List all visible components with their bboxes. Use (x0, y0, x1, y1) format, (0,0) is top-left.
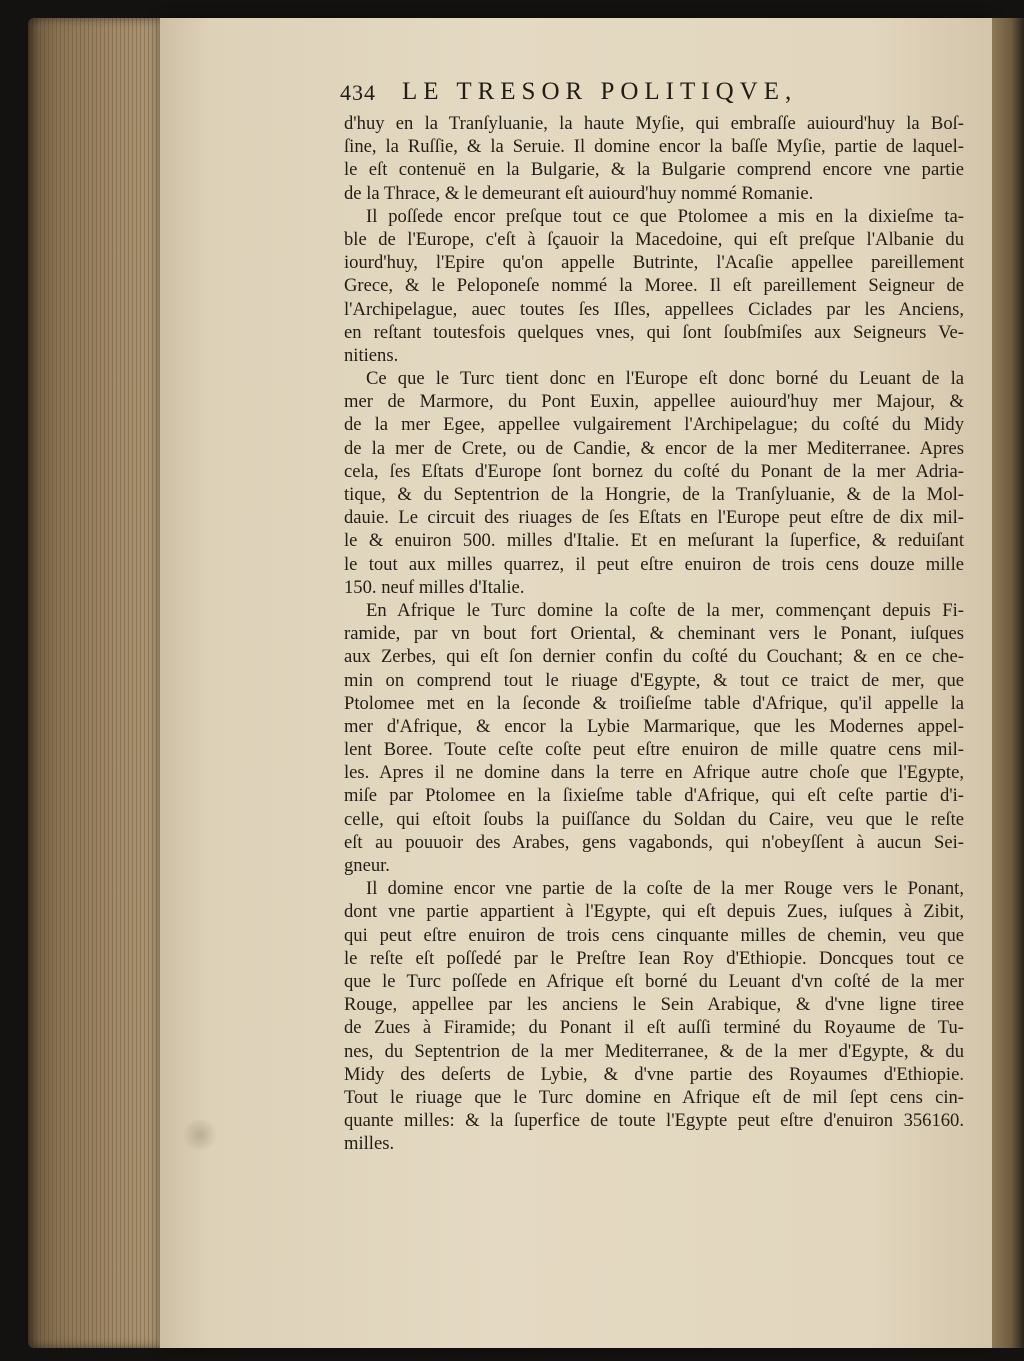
text-line: Il poſſede encor preſque tout ce que Ptolomee a mis en la dixieſme ta- (366, 205, 964, 227)
book-page-edges (28, 18, 178, 1348)
text-line: le & enuiron 500. milles d'Italie. Et en meſurant la ſuperfice, & reduiſant (344, 530, 964, 552)
text-line: nitiens. (344, 344, 399, 366)
text-line: 150. neuf milles d'Italie. (344, 576, 525, 598)
text-line: dont vne partie appartient à l'Egypte, qui eſt depuis Zues, iuſques à Zibit, (344, 901, 964, 923)
text-line: de la Thrace, & le demeurant eſt auiourd'huy nommé Romanie. (344, 182, 814, 204)
text-line: ble de l'Europe, c'eſt à ſçauoir la Macedoine, qui eſt preſque l'Albanie du (344, 228, 964, 250)
page-number: 434 (340, 80, 376, 105)
text-line: en reſtant toutesfois quelques vnes, qui ſont ſoubſmiſes aux Seigneurs Ve- (344, 321, 964, 343)
text-line: l'Archipelague, auec toutes ſes Iſles, appellees Ciclades par les Anciens, (344, 298, 964, 320)
text-line: Tout le riuage que le Turc domine en Afrique eſt de mil ſept cens cin- (344, 1086, 964, 1108)
text-line: les. Apres il ne domine dans la terre en Afrique autre choſe que l'Egypte, (344, 762, 964, 784)
body-text (344, 112, 964, 1155)
text-line: Grece, & le Peloponeſe nommé la Moree. Il eſt pareillement Seigneur de (344, 275, 964, 297)
text-line: ramide, par vn bout fort Oriental, & cheminant vers le Ponant, iuſques (344, 623, 964, 645)
text-line: cela, ſes Eſtats d'Europe ſont bornez du coſté du Ponant de la mer Adria- (344, 460, 964, 482)
text-line: le tout aux milles quarrez, il peut eſtre enuiron de trois cens douze mille (344, 553, 964, 575)
text-line: Midy des deſerts de Lybie, & d'vne partie des Royaumes d'Ethiopie. (344, 1063, 964, 1085)
text-line: iourd'huy, l'Epire qu'on appelle Butrinte, l'Acaſie appellee pareillement (344, 252, 964, 274)
text-line: de la mer Egee, appellee vulgairement l'Archipelague; du coſté du Midy (344, 414, 964, 436)
page-header (340, 80, 980, 116)
text-line: le reſte eſt poſſedé par le Preſtre Iean Roy d'Ethiopie. Doncques tout ce (344, 947, 964, 969)
text-line: le eſt contenuë en la Bulgarie, & la Bulgarie comprend encore vne partie (344, 159, 964, 181)
text-line: celle, qui eſtoit ſoubs la puiſſance du Soldan du Caire, veu que le reſte (344, 808, 964, 830)
running-title: LE TRESOR POLITIQVE, (402, 78, 798, 105)
text-line: mer d'Afrique, & encor la Lybie Marmarique, que les Modernes appel- (344, 715, 964, 737)
text-line: eſt au pouuoir des Arabes, gens vagabonds, qui n'obeyſſent à aucun Sei- (344, 831, 964, 853)
text-line: Rouge, appellee par les anciens le Sein Arabique, & d'vne ligne tiree (344, 994, 964, 1016)
text-line: mer de Marmore, du Pont Euxin, appellee auiourd'huy mer Majour, & (344, 391, 964, 413)
text-line: de Zues à Firamide; du Ponant il eſt auſſi terminé du Royaume de Tu- (344, 1017, 964, 1039)
text-line: que le Turc poſſede en Afrique eſt borné du Leuant d'vn coſté de la mer (344, 970, 964, 992)
text-line: min on comprend tout le riuage d'Egypte, & tout ce traict de mer, que (344, 669, 964, 691)
text-line: aux Zerbes, qui eſt ſon dernier confin du coſté du Couchant; & en ce che- (344, 646, 964, 668)
text-line: dauie. Le circuit des riuages de ſes Eſtats en l'Europe peut eſtre de dix mil- (344, 507, 964, 529)
text-line: nes, du Septentrion de la mer Mediterranee, & de la mer d'Egypte, & du (344, 1040, 964, 1062)
text-line: Ptolomee met en la ſeconde & troiſieſme table d'Afrique, qu'il appelle la (344, 692, 964, 714)
text-line: quante milles: & la ſuperfice de toute l'Egypte peut eſtre d'enuiron 356160. (344, 1110, 964, 1132)
text-line: ſine, la Ruſſie, & la Seruie. Il domine encor la baſſe Myſie, partie de laquel- (344, 136, 964, 158)
text-line: qui peut eſtre enuiron de trois cens cinquante milles de chemin, veu que (344, 924, 964, 946)
text-line: Ce que le Turc tient donc en l'Europe eſt donc borné du Leuant de la (366, 368, 964, 390)
text-line: de la mer de Crete, ou de Candie, & encor de la mer Mediterranee. Apres (344, 437, 964, 459)
text-line: milles. (344, 1133, 395, 1155)
text-line: Il domine encor vne partie de la coſte de la mer Rouge vers le Ponant, (366, 878, 964, 900)
text-line: gneur. (344, 855, 390, 876)
text-line: lent Boree. Toute ceſte coſte peut eſtre enuiron de mille quatre cens mil- (344, 739, 964, 761)
text-line: miſe par Ptolomee en la ſixieſme table d'Afrique, qui eſt ceſte partie d'i- (344, 785, 964, 807)
text-line: En Afrique le Turc domine la coſte de la mer, commençant depuis Fi- (366, 599, 964, 621)
text-line: tique, & du Septentrion de la Hongrie, de la Tranſyluanie, & de la Mol- (344, 484, 964, 505)
book-gutter-right (992, 18, 1024, 1348)
paper-stain (180, 1120, 220, 1150)
text-line: d'huy en la Tranſyluanie, la haute Myſie, qui embraſſe auiourd'huy la Boſ- (344, 113, 964, 134)
